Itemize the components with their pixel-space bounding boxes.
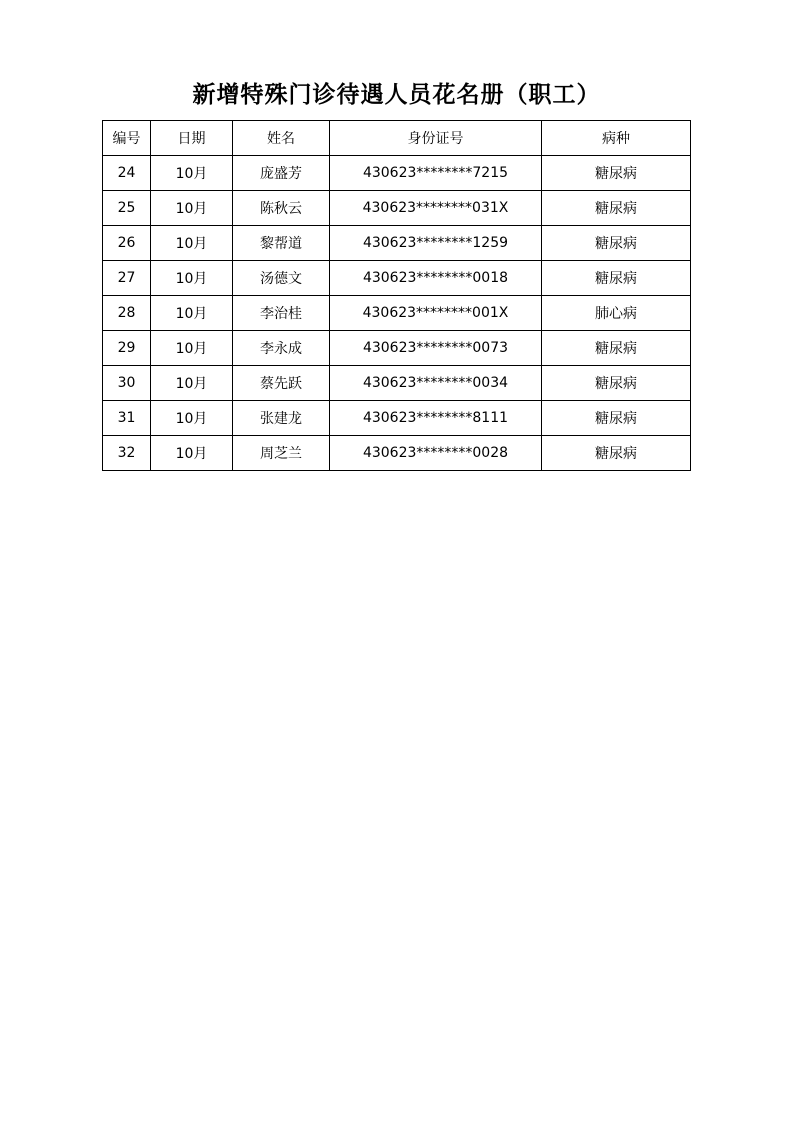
- header-number: 编号: [103, 121, 151, 156]
- cell-number: 27: [103, 261, 151, 296]
- table-row: [103, 331, 691, 366]
- cell-date: 10月: [151, 436, 233, 471]
- cell-name: 汤德文: [233, 261, 330, 296]
- cell-name: 李永成: [233, 331, 330, 366]
- table-row: [103, 366, 691, 401]
- cell-number: 30: [103, 366, 151, 401]
- cell-id-number: 430623********0034: [330, 366, 542, 401]
- table-row: [103, 436, 691, 471]
- cell-id-number: 430623********8111: [330, 401, 542, 436]
- document-title: 新增特殊门诊待遇人员花名册（职工）: [192, 81, 601, 108]
- table-row: [103, 261, 691, 296]
- cell-disease: 糖尿病: [542, 331, 691, 366]
- cell-id-number: 430623********0073: [330, 331, 542, 366]
- cell-number: 31: [103, 401, 151, 436]
- cell-name: 庞盛芳: [233, 156, 330, 191]
- cell-id-number: 430623********001X: [330, 296, 542, 331]
- cell-name: 陈秋云: [233, 191, 330, 226]
- header-id-number: 身份证号: [330, 121, 542, 156]
- cell-date: 10月: [151, 156, 233, 191]
- cell-id-number: 430623********0018: [330, 261, 542, 296]
- cell-id-number: 430623********1259: [330, 226, 542, 261]
- cell-name: 李治桂: [233, 296, 330, 331]
- cell-date: 10月: [151, 191, 233, 226]
- cell-date: 10月: [151, 401, 233, 436]
- cell-name: 黎帮道: [233, 226, 330, 261]
- cell-id-number: 430623********031X: [330, 191, 542, 226]
- cell-name: 蔡先跃: [233, 366, 330, 401]
- cell-date: 10月: [151, 366, 233, 401]
- table-row: [103, 296, 691, 331]
- cell-number: 25: [103, 191, 151, 226]
- cell-disease: 糖尿病: [542, 436, 691, 471]
- header-name: 姓名: [233, 121, 330, 156]
- table-header-row: [103, 121, 691, 156]
- cell-disease: 糖尿病: [542, 261, 691, 296]
- cell-name: 张建龙: [233, 401, 330, 436]
- table-row: [103, 156, 691, 191]
- cell-name: 周芝兰: [233, 436, 330, 471]
- cell-disease: 糖尿病: [542, 191, 691, 226]
- table-row: [103, 226, 691, 261]
- cell-disease: 糖尿病: [542, 401, 691, 436]
- cell-disease: 糖尿病: [542, 226, 691, 261]
- cell-date: 10月: [151, 296, 233, 331]
- cell-date: 10月: [151, 331, 233, 366]
- table-row: [103, 401, 691, 436]
- cell-number: 29: [103, 331, 151, 366]
- cell-disease: 糖尿病: [542, 366, 691, 401]
- roster-table: [102, 120, 691, 471]
- cell-number: 24: [103, 156, 151, 191]
- header-disease: 病种: [542, 121, 691, 156]
- cell-number: 32: [103, 436, 151, 471]
- cell-number: 28: [103, 296, 151, 331]
- cell-date: 10月: [151, 226, 233, 261]
- cell-disease: 肺心病: [542, 296, 691, 331]
- cell-id-number: 430623********7215: [330, 156, 542, 191]
- table-row: [103, 191, 691, 226]
- cell-date: 10月: [151, 261, 233, 296]
- cell-number: 26: [103, 226, 151, 261]
- header-date: 日期: [151, 121, 233, 156]
- cell-id-number: 430623********0028: [330, 436, 542, 471]
- cell-disease: 糖尿病: [542, 156, 691, 191]
